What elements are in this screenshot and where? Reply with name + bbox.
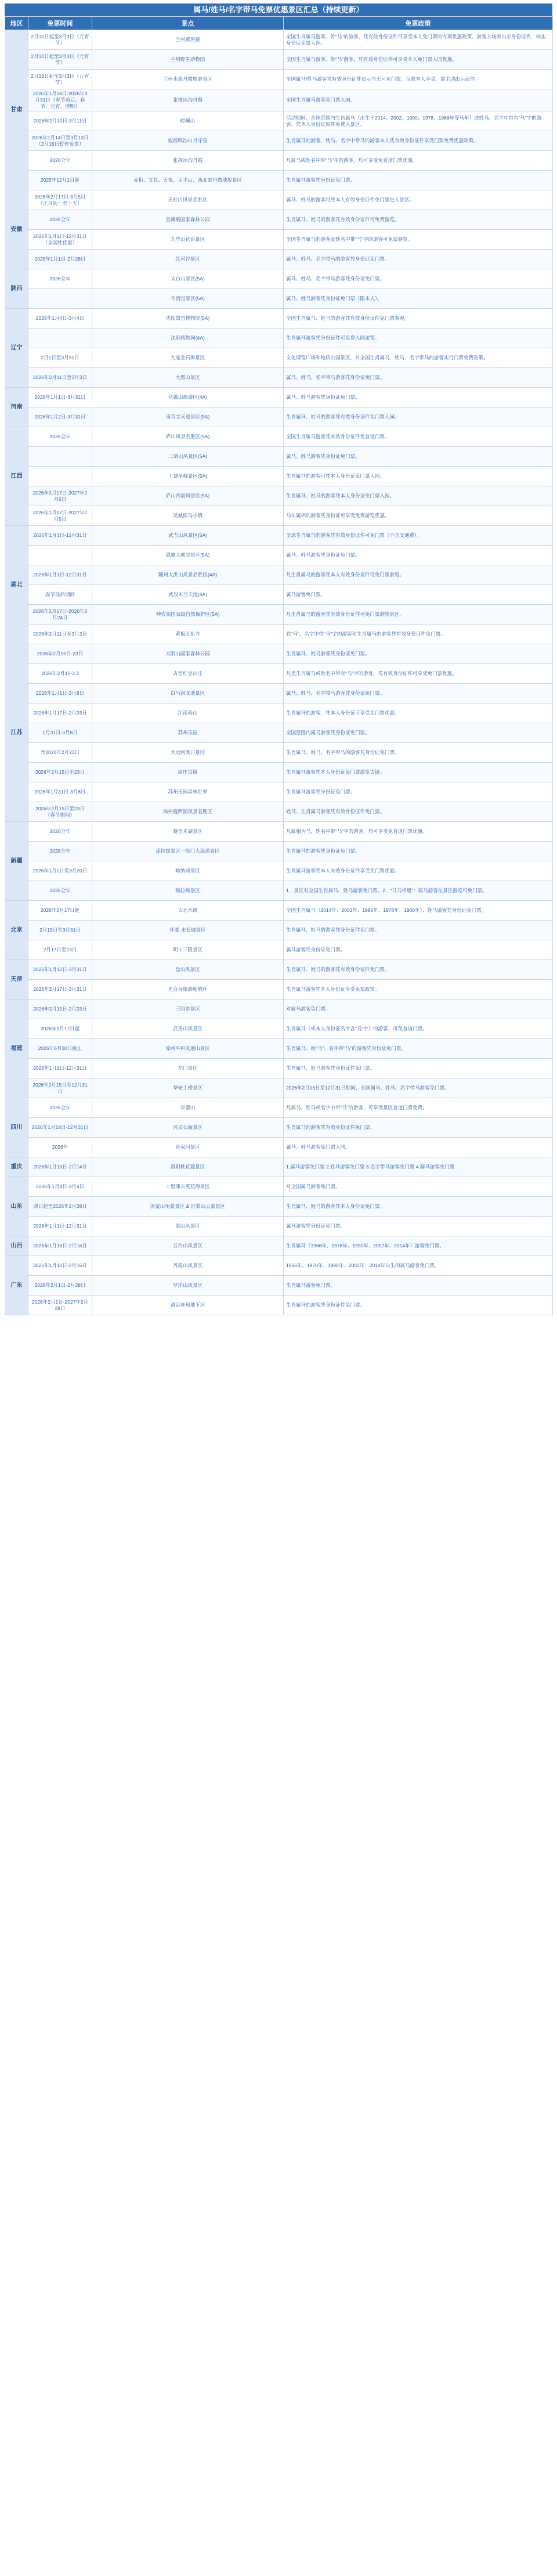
policy-cell: 属马、姓马、名字带马游客凭身份证免门票。 [284,269,553,289]
time-cell: 2026年1月1日至3月20日 [28,861,92,881]
table-row [5,723,553,743]
spot-cell: 周庄古镇 [92,763,284,782]
policy-cell: 生肖属马游客凭身份证免门票。 [284,171,553,190]
policy-cell: 文化博览广场和地质公园景区，对全国生肖属马、姓马、名字带马的游客实行门票免费政策。 [284,348,553,368]
policy-cell: 马年属相的游客凭身份证可享受免费游览优惠。 [284,506,553,526]
spot-cell: 罗浮山风景区 [92,1276,284,1296]
spot-cell: 白马涧龙池景区 [92,684,284,703]
region-cell: 江苏 [5,644,28,822]
time-cell [28,467,92,486]
spot-cell: 梁山风景区 [92,1217,284,1236]
spot-cell: 沂蒙山龟蒙景区 & 沂蒙山云蒙景区 [92,1197,284,1217]
sheet-title: 属马/姓马/名字带马免票优惠景区汇总（持续更新） [5,3,552,16]
time-cell: 2026年1月17日-2027年2月5日 [28,506,92,526]
header-policy: 免票政策 [284,17,553,30]
policy-cell: 生肖属马的游客凭身份证免门票。 [284,842,553,861]
table-row [5,1276,553,1296]
policy-cell: 全国属马/姓马游客凭有效身份证件出示当天可免门票，仅限本人享受，需主动出示证件。 [284,70,553,89]
table-row [5,1157,553,1177]
spot-cell: 苏州乐园森林世界 [92,782,284,802]
table-row [5,1236,553,1256]
region-cell: 江西 [5,427,28,526]
table-row [5,171,553,190]
policy-cell: 属马、姓马、名字带马游客凭身份证免门票。 [284,368,553,388]
table-row [5,1296,553,1315]
policy-cell: 全国生肖属马游客免门票入园。 [284,89,553,111]
time-cell: 2026年 [28,1138,92,1157]
policy-cell: 生肖属马、姓马的游客凭本人身份证免门票入园。 [284,486,553,506]
policy-cell: 凡属马或姓名中带“马”字的游客，均可享受免首道门票优惠。 [284,151,553,171]
time-cell: 至2026年2月23日 [28,743,92,763]
spot-cell: 扬州瘦西湖风景名胜区 [92,802,284,822]
region-cell: 四川 [5,1098,28,1157]
time-cell: 2026年1月19日-2月14日 [28,1157,92,1177]
policy-cell: 生肖属马、姓马、名字带马的游客凭身份证免门票。 [284,743,553,763]
region-cell: 陕西 [5,269,28,309]
policy-cell: 全球生肖属马的游客凭有效身份证件可免门票（不含交通费）。 [284,526,553,546]
policy-cell: 对全国属马游客免门票。 [284,1177,553,1197]
policy-cell: 生肖属马、姓马的游客凭有效身份证件免门票入园。 [284,407,553,427]
header-time: 免票时间 [28,17,92,30]
table-row [5,190,553,210]
spot-cell: 漳州平和灵通山景区 [92,1039,284,1059]
time-cell: 2月10日起至3月3日（元宵节） [28,70,92,89]
region-cell: 广东 [5,1256,28,1315]
table-row [5,921,553,940]
spot-cell: 麦积、文县、天祝、太平山、西北部丹霞地貌景区 [92,171,284,190]
policy-cell: 1.属马游客免门票 2.姓马游客免门票 3.名字带马游客免门票 4.骑马游客免门票 [284,1157,553,1177]
table-row [5,546,553,565]
table-row [5,842,553,861]
policy-cell: 生肖属马、姓马的游客凭有效身份证件免门票。 [284,960,553,980]
time-cell [28,447,92,467]
spot-cell: 三明市景区 [92,1000,284,1019]
spot-cell: 武夷山风景区 [92,1019,284,1039]
table-row [5,70,553,89]
spot-cell: 兰州水墨丹霞旅游景区 [92,70,284,89]
policy-cell: 生肖属马、姓马游客凭身份证免门票。 [284,644,553,664]
table-row [5,289,553,309]
spot-cell: 十里蒲公英花海景区 [92,1177,284,1197]
policy-cell: 全国生肖属马（2014年、2002年、1990年、1978年、1966年）、姓马游客凭身份证免门票。 [284,901,553,921]
table-row [5,1059,553,1078]
spot-cell: 东门景区 [92,1059,284,1078]
region-cell: 安徽 [5,190,28,269]
time-cell: 2026年2月15日至12月31日 [28,1078,92,1098]
policy-cell: 生肖属马游客免门票。 [284,1276,553,1296]
policy-cell: 生肖属马、姓马的游客凭本人身份证免门票。 [284,1197,553,1217]
table-row [5,210,553,230]
table-row [5,230,553,250]
spot-cell: 那拉提景区一般门大海道景区 [92,842,284,861]
spot-cell: 武当山风景区(5A) [92,526,284,546]
time-cell: 2026年1月4日-3月4日 [28,309,92,329]
time-cell: 2026全年 [28,269,92,289]
region-cell: 重庆 [5,1157,28,1177]
policy-cell: 属马、姓马游客免门票入园。 [284,1138,553,1157]
policy-cell: 凡生肖属马的游客凭本人有效身份证件可免门票游览。 [284,565,553,585]
policy-cell: 生肖属马的游客可凭本人身份证免门票入园。 [284,467,553,486]
table-row [5,467,553,486]
policy-cell: 属马游客凭身份证免门票。 [284,940,553,960]
spot-cell: 崆峒山 [92,111,284,131]
time-cell: 2026年1月1日-12月31日 [28,526,92,546]
time-cell: 2025年12月1日起 [28,171,92,190]
table-row [5,1118,553,1138]
table-row [5,1138,553,1157]
table-row [5,940,553,960]
spot-cell: 吴城候鸟小镇 [92,506,284,526]
spot-cell: 沈阳故宫博物院(5A) [92,309,284,329]
policy-cell: 2026年2月15日至12月31日期间，全国属马、姓马、名字带马游客免门票。 [284,1078,553,1098]
policy-cell: 1966年、1978年、1990年、2002年、2014年出生的属马游客免门票。 [284,1256,553,1276]
table-row [5,447,553,467]
spot-cell: 丹霞山风景区 [92,1256,284,1276]
policy-cell: 生肖属马、姓马游客凭身份证件免门票。 [284,1059,553,1078]
policy-cell: 属马、姓马、名字带马的游客凭身份证免门票。 [284,250,553,269]
table-row [5,407,553,427]
spot-cell: 五台山风景区 [92,1236,284,1256]
table-row [5,644,553,664]
spot-cell: 大阳山国家森林公园 [92,644,284,664]
spot-cell: 兴文石海景区 [92,1118,284,1138]
policy-cell: 属马、姓马游客凭身份证免门票。 [284,447,553,467]
policy-cell: 生肖属马游客凭身份证免门票。 [284,782,553,802]
spot-cell: 古北水镇 [92,901,284,921]
time-cell: 2026年2月17日起 [28,1019,92,1039]
policy-cell: 生肖属马游客凭本人身份证享受免票政策。 [284,980,553,1000]
time-cell: 2026年2月10日-3月11日 [28,111,92,131]
spot-cell: 神农架国家级自然保护区(5A) [92,605,284,625]
time-cell: 2026年1月10日-2月16日 [28,1256,92,1276]
table-row [5,625,553,644]
time-cell: 2026年2月15日至23日 [28,763,92,782]
table-row [5,703,553,723]
policy-cell: 生肖属马的游客、姓马、名字中带马的游客本人凭有效身份证件享受门票免费优惠政策。 [284,131,553,151]
table-row [5,486,553,506]
time-cell: 2026年1月1日-12月31日（全国性优惠） [28,230,92,250]
time-cell: 2026全年 [28,210,92,230]
spot-cell: 赛里木湖景区 [92,822,284,842]
spot-cell: 大运河渡口景区 [92,743,284,763]
time-cell: 2026年1月14日至3月13日（2月16日暂停免票） [28,131,92,151]
policy-cell: 姓“马”、名字中带“马”字的游客和生肖属马的游客凭有效身份证件免门票。 [284,625,553,644]
time-cell: 2026年2月15日至23日（春节期间） [28,802,92,822]
spot-cell: 唐家河景区 [92,1138,284,1157]
time-cell: 2026年6月30日截止 [28,1039,92,1059]
table-row [5,960,553,980]
table-row [5,30,553,50]
spot-cell: 上饶龟峰景区(5A) [92,467,284,486]
region-cell: 天津 [5,960,28,1000]
spot-cell: 恩施大峡谷景区(5A) [92,546,284,565]
spot-cell: 武汉木兰天池(4A) [92,585,284,605]
table-row [5,506,553,526]
region-cell: 北京 [5,901,28,960]
policy-cell: 生肖属马、姓马的游客凭身份证件免门票。 [284,921,553,940]
time-cell: 2026年2月17日-3月31日 [28,980,92,1000]
table-row [5,782,553,802]
region-cell: 新疆 [5,822,28,901]
policy-cell: 生肖属马、姓“马”、名字带“马”的游客凭身份证免门票。 [284,1039,553,1059]
table-row [5,329,553,348]
header-spot: 景点 [92,17,284,30]
policy-cell: 属马、姓马游客凭身份证免门票。 [284,546,553,565]
spot-cell: 兰州野生动物园 [92,50,284,70]
spot-cell: 太白山景区(5A) [92,269,284,289]
time-cell: 2月1日至3月31日 [28,348,92,368]
time-cell: 2026年1月18日-2026年3月31日（春节前后、春节、元宵、清明） [28,89,92,111]
table-row [5,861,553,881]
table-row [5,131,553,151]
spot-cell: 怀柔·水长城景区 [92,921,284,940]
time-cell: 2026年2月1日-2月28日 [28,1276,92,1296]
time-cell: 2026年1月1日-12月31日 [28,565,92,585]
time-cell [28,329,92,348]
spot-cell: 大连金石滩景区 [92,348,284,368]
table-row [5,1217,553,1236]
policy-cell: 生肖属马（或本人身份证名字含“马”字）的游客，可免首道门票。 [284,1019,553,1039]
time-cell: 2026年1月4日-3月4日 [28,1177,92,1197]
policy-table [5,16,553,1315]
spot-cell: 庐山风景名胜区(5A) [92,427,284,447]
table-row [5,881,553,901]
spot-cell: 江南春山 [92,703,284,723]
region-cell: 湖北 [5,526,28,644]
table-row [5,50,553,70]
time-cell: 春节前后期间 [28,585,92,605]
table-row [5,250,553,269]
time-cell: 2026全年 [28,151,92,171]
table-row [5,89,553,111]
table-row [5,427,553,447]
spot-cell: 黄梅五祖寺 [92,625,284,644]
time-cell: 2026年2月1日-2027年2月28日 [28,1296,92,1315]
table-row [5,526,553,546]
time-cell: 2026全年 [28,822,92,842]
table-body [5,30,553,1315]
time-cell: 2026年1月16日-2月16日 [28,1236,92,1256]
spot-cell: 华清宫景区(5A) [92,289,284,309]
policy-cell: 生肖属马游客凭本人有效身份证件享受免门票优惠。 [284,861,553,881]
policy-cell: 全国生肖属马的游客及姓名中带“马”字的游客可免票游览。 [284,230,553,250]
table-row [5,111,553,131]
spot-cell: 随州大洪山风景名胜区(4A) [92,565,284,585]
time-cell: 2026年1月1日-3月8日 [28,684,92,703]
spot-cell: 华蓥山 [92,1098,284,1118]
time-cell: 2026全年 [28,1098,92,1118]
policy-cell: 姓马、生肖属马游客凭有效身份证件免门票。 [284,802,553,822]
policy-cell: 生肖属马（1966年、1978年、1990年、2002年、2014年）游客免门票。 [284,1236,553,1256]
policy-cell: 生肖属马的游客凭有效身份证件免门票。 [284,1118,553,1138]
policy-cell: 凡属相为马，姓名中带“马”字的游客，均可享受免首道门票优惠。 [284,822,553,842]
time-cell [28,289,92,309]
time-cell: 2026年2月15日-23日 [28,644,92,664]
table-row [5,980,553,1000]
spot-cell: 红河谷景区 [92,250,284,269]
spot-cell: 庐山西海风景区(5A) [92,486,284,506]
time-cell: 2026年1月2日-3月31日 [28,407,92,427]
spot-cell: 皇藏峪国家森林公园 [92,210,284,230]
table-row [5,664,553,684]
policy-cell: 凡生肖属马的游客凭有效身份证件可免门票游览景区。 [284,605,553,625]
time-cell: 即日起至2026年2月28日 [28,1197,92,1217]
policy-cell: 生肖属马游客凭身份证件可免费入园游览。 [284,329,553,348]
spot-cell: 光合谷旅游度假区 [92,980,284,1000]
time-cell: 2026年2月11日至3月3日 [28,625,92,644]
table-row [5,348,553,368]
table-row [5,1078,553,1098]
policy-cell: 属马、姓马的游客可凭本人有效身份证件免门票进入景区。 [284,190,553,210]
spot-cell: 盘山风景区 [92,960,284,980]
spot-cell: 沈阳植物园(4A) [92,329,284,348]
spot-cell: 喀拉峻景区 [92,881,284,901]
table-row [5,684,553,703]
time-cell: 2026年1月1日-12月31日 [28,1059,92,1078]
policy-cell: 生肖属马游客凭本人身份证免门票游览古镇。 [284,763,553,782]
table-row [5,1256,553,1276]
time-cell: 2026年1月18日-12月31日 [28,1118,92,1138]
policy-sheet [5,3,552,1315]
spot-cell: 南召宝天曼景区(5A) [92,407,284,427]
table-row [5,585,553,605]
region-cell: 河南 [5,388,28,427]
spot-cell: 苏州乐园 [92,723,284,743]
time-cell [28,546,92,565]
policy-cell: 生肖属马的游客，凭本人身份证可享受免门票优惠。 [284,703,553,723]
policy-cell: 对属马游客免门票。 [284,1000,553,1019]
region-cell: 福建 [5,1000,28,1098]
policy-cell: 全国生肖属马游客凭有效身份证件免首道门票。 [284,427,553,447]
spot-cell: 兰州黄河楼 [92,30,284,50]
time-cell: 2026年2月17日起 [28,901,92,921]
policy-cell: 全国生肖属马游客、姓“马”的游客，凭有效身份证件可享受本人免门票的专项优惠政策。游客入场须出示身份证件，核实身份后免票入园。 [284,30,553,50]
table-row [5,368,553,388]
time-cell: 2026全年 [28,881,92,901]
region-cell: 山西 [5,1236,28,1256]
region-cell: 甘肃 [5,30,28,190]
policy-cell: 属马、姓马游客凭身份证免门票。 [284,388,553,407]
table-row [5,1019,553,1039]
table-row [5,309,553,329]
region-cell: 辽宁 [5,309,28,388]
time-cell: 2026全年 [28,427,92,447]
time-cell: 2026年1月12日-3月31日 [28,960,92,980]
time-cell: 2026年1月31日-3月8日 [28,782,92,802]
time-cell: 2026年1月1日-3月31日 [28,388,92,407]
policy-cell: 生肖属马、姓马的游客凭有效身份证件可免费游览。 [284,210,553,230]
time-cell: 2月15日至3月31日 [28,921,92,940]
time-cell: 2026全年 [28,842,92,861]
spot-cell: 敦煌鸣沙山月牙泉 [92,131,284,151]
time-cell: 2026年2月11日至3月3日 [28,368,92,388]
spot-cell: 明十三陵景区 [92,940,284,960]
time-cell: 2026年2月17日-2027年2月5日 [28,486,92,506]
spot-cell: 张掖冰沟丹霞 [92,151,284,171]
policy-cell: 凡是生肖属马或姓名中带有“马”字的游客，凭有效身份证件可享受免门票优惠。 [284,664,553,684]
policy-cell: 生肖属马的游客凭身份证件免门票。 [284,1296,553,1315]
table-row [5,151,553,171]
policy-cell: 全国生肖属马、姓马的游客凭有效身份证件免门票参观。 [284,309,553,329]
policy-cell: 属马游客凭身份证免门票。 [284,1217,553,1236]
spot-cell: 清远连州地下河 [92,1296,284,1315]
time-cell: 2月10日起至3月3日（元宵节） [28,30,92,50]
header-row [5,17,553,30]
time-cell: 2月17日至23日 [28,940,92,960]
time-cell: 2026年2月17日-2026年2月24日 [28,605,92,625]
policy-cell: 全国范围内属马游客凭身份证免门票。 [284,723,553,743]
table-row [5,822,553,842]
time-cell: 2026年1月17日-2月23日 [28,703,92,723]
time-cell: 2026年2月15日-2月23日 [28,1000,92,1019]
table-row [5,1000,553,1019]
table-row [5,388,553,407]
table-row [5,1098,553,1118]
spot-cell: 喀纳斯景区 [92,861,284,881]
time-cell: 2月10日起至3月3日（元宵节） [28,50,92,70]
table-row [5,1039,553,1059]
spot-cell: 伏羲山旅游区(4A) [92,388,284,407]
table-row [5,565,553,585]
time-cell: 2026年2月15-3.3 [28,664,92,684]
spot-cell: 三清山风景区(5A) [92,447,284,467]
table-row [5,269,553,289]
header-region: 地区 [5,17,28,30]
spot-cell: 九华山花台景区 [92,230,284,250]
spot-cell: 古里红豆山庄 [92,664,284,684]
spot-cell: 大黑山景区 [92,368,284,388]
spot-cell: 华安土楼景区 [92,1078,284,1098]
spot-cell: 酉阳桃花源景区 [92,1157,284,1177]
spot-cell: 张掖冰沟丹霞 [92,89,284,111]
policy-cell: 全国生肖属马游客、姓“马”游客，凭有效身份证件可享受本人免门票入园优惠。 [284,50,553,70]
policy-cell: 属马、姓马、名字带马游客凭身份证免门票。 [284,684,553,703]
table-row [5,743,553,763]
policy-cell: 属马、姓马游客凭身份证免门票（限本人）。 [284,289,553,309]
policy-cell: 属马游客免门票。 [284,585,553,605]
policy-cell: 凡属马，姓马或名字中带“马”的游客，可享受景区首道门票免费。 [284,1098,553,1118]
table-row [5,1197,553,1217]
table-row [5,1177,553,1197]
time-cell: 2026年1月1日-12月31日 [28,1217,92,1236]
time-cell: 2026年1月1日-2月28日 [28,250,92,269]
policy-cell: 1、景区对全国生肖属马、姓马游客免门票。2、“马马相遇”：骑马游客在景区游览可免门票。 [284,881,553,901]
table-row [5,802,553,822]
region-cell: 山东 [5,1177,28,1236]
time-cell: 2026年2月17日-3月5日（正月初一至十五） [28,190,92,210]
time-cell: 1月31日-3月8日 [28,723,92,743]
table-row [5,763,553,782]
table-row [5,901,553,921]
table-row [5,605,553,625]
spot-cell: 天柱山风景名胜区 [92,190,284,210]
policy-cell: 活动期间，全国范围内生肖属马（出生于2014、2002、1990、1978、1966年等马年）或姓马、名字中带有“马”字的游客，凭本人身份证原件免费入景区。 [284,111,553,131]
